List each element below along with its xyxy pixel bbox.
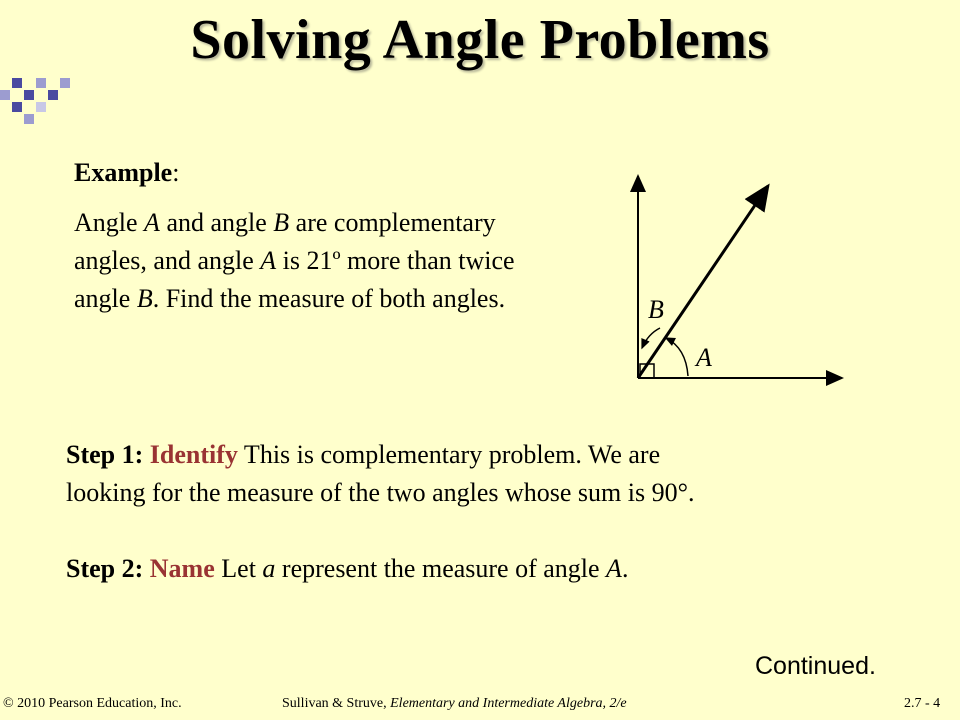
complementary-angle-diagram xyxy=(620,170,860,400)
footer-slide-number: 2.7 - 4 xyxy=(904,696,941,711)
solution-steps xyxy=(66,436,926,588)
footer-book-citation: Sullivan & Struve, Elementary and Intermediate Algebra, 2/e xyxy=(282,696,627,711)
example-problem-text: Angle A and angle B are complementary angles, and angle A is 21º more than twice angle B. Find the measure of both angles. xyxy=(74,208,515,313)
angle-b-arc xyxy=(642,328,660,348)
example-heading: Example: xyxy=(74,158,180,187)
angle-b-label: B xyxy=(648,295,664,324)
corner-decoration-icon xyxy=(0,78,80,138)
step-1: Step 1: Identify This is complementary problem. We are looking for the measure of the two angles whose sum is 90°. xyxy=(66,440,695,507)
slide-title: Solving Angle Problems xyxy=(190,9,770,71)
step-2: Step 2: Name Let a represent the measure of angle A. xyxy=(66,554,629,583)
footer-copyright: © 2010 Pearson Education, Inc. xyxy=(3,696,182,711)
angle-a-arc xyxy=(666,338,688,376)
continued-label: Continued. xyxy=(755,652,876,680)
angle-a-label: A xyxy=(696,343,712,372)
